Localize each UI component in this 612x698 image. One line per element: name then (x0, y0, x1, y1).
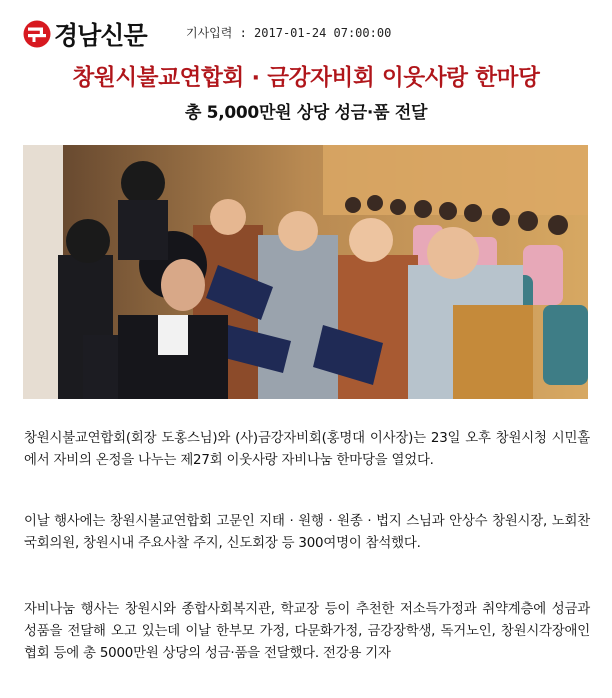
newspaper-logo-icon (22, 19, 52, 49)
article-paragraph: 이날 행사에는 창원시불교연합회 고문인 지태 · 원행 · 원종 · 법지 스님과 안상수 창원시장, 노회찬 국회의원, 창원시내 주요사찰 주지, 신도회장 등 300여명이 참석했다. (24, 514, 590, 551)
masthead (22, 14, 147, 54)
article-paragraph: 창원시불교연합회(회장 도홍스님)와 (사)금강자비회(홍명대 이사장)는 23일 오후 창원시청 시민홀에서 자비의 온정을 나누는 제27회 이웃사랑 자비나눔 한마당을 열었다. (24, 431, 590, 468)
article-paragraph: 자비나눔 행사는 창원시와 종합사회복지관, 학교장 등이 추천한 저소득가정과 취약계층에 성금과 성품을 전달해 오고 있는데 이날 한부모 가정, 다문화가정, 금강장학생, 독거노인, 창원시각장애인협회 등에 총 5000만원 상당의 성금·품을 전달했다. 전강용 기자 (24, 602, 590, 661)
article-photo (23, 145, 588, 399)
article-dateline: 기사입력 : 2017-01-24 07:00:00 (186, 26, 392, 40)
newspaper-name: 경남신문 (54, 21, 147, 50)
article-headline: 창원시불교연합회 · 금강자비회 이웃사랑 한마당 (72, 65, 540, 91)
article-subheadline: 총 5,000만원 상당 성금·품 전달 (184, 103, 428, 123)
